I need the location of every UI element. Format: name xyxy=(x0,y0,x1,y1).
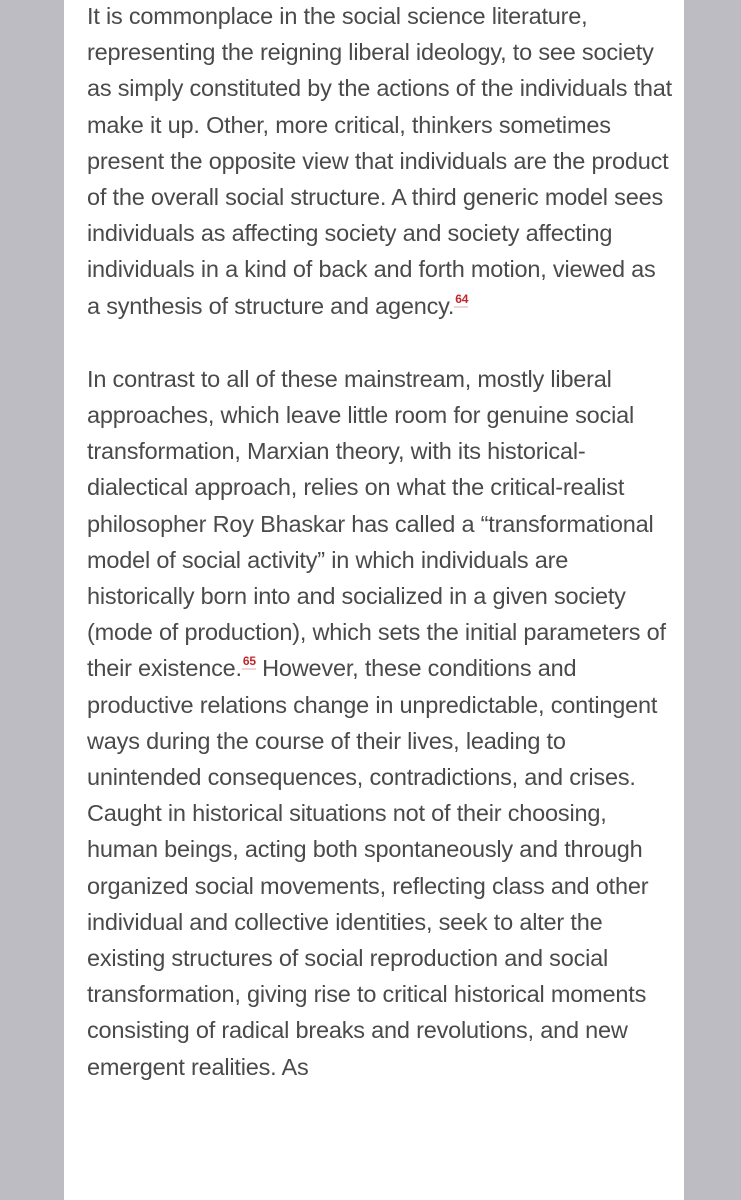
paragraph-2-text-after: However, these conditions and productive relations change in unpredictable, contingent ways during the course of their lives, leading to unintended consequences, contradictions, and crises. Caught in historical situations not of their choosing, human beings, acting both spontaneously and through organized social movements, reflecting class and other individual and collective identities, seek to alter the existing structures of social reproduction and social transformation, giving rise to critical historical moments consisting of radical breaks and revolutions, and new emergent realities. As xyxy=(87,655,658,1080)
footnote-ref-64[interactable]: 64 xyxy=(455,291,469,306)
article-page xyxy=(64,0,684,1200)
article-body xyxy=(87,0,673,1085)
paragraph-2-text-before: In contrast to all of these mainstream, mostly liberal approaches, which leave little room for genuine social transformation, Marxian theory, with its historical-dialectical approach, relies on what the critical-realist philosopher Roy Bhaskar has called a “transformational model of social activity” in which individuals are historically born into and socialized in a given society (mode of production), which sets the initial parameters of their existence. xyxy=(87,365,666,682)
paragraph-1-text: It is commonplace in the social science literature, representing the reigning liberal ideology, to see society as simply constituted by the actions of the individuals that make it up. Other, more critical, thinkers sometimes present the opposite view that individuals are the product of the overall social structure. A third generic model sees individuals as affecting society and society affecting individuals in a kind of back and forth motion, viewed as a synthesis of structure and agency. xyxy=(87,3,672,319)
footnote-ref-65[interactable]: 65 xyxy=(242,654,256,669)
paragraph-1 xyxy=(87,0,673,324)
paragraph-2 xyxy=(87,361,673,1085)
